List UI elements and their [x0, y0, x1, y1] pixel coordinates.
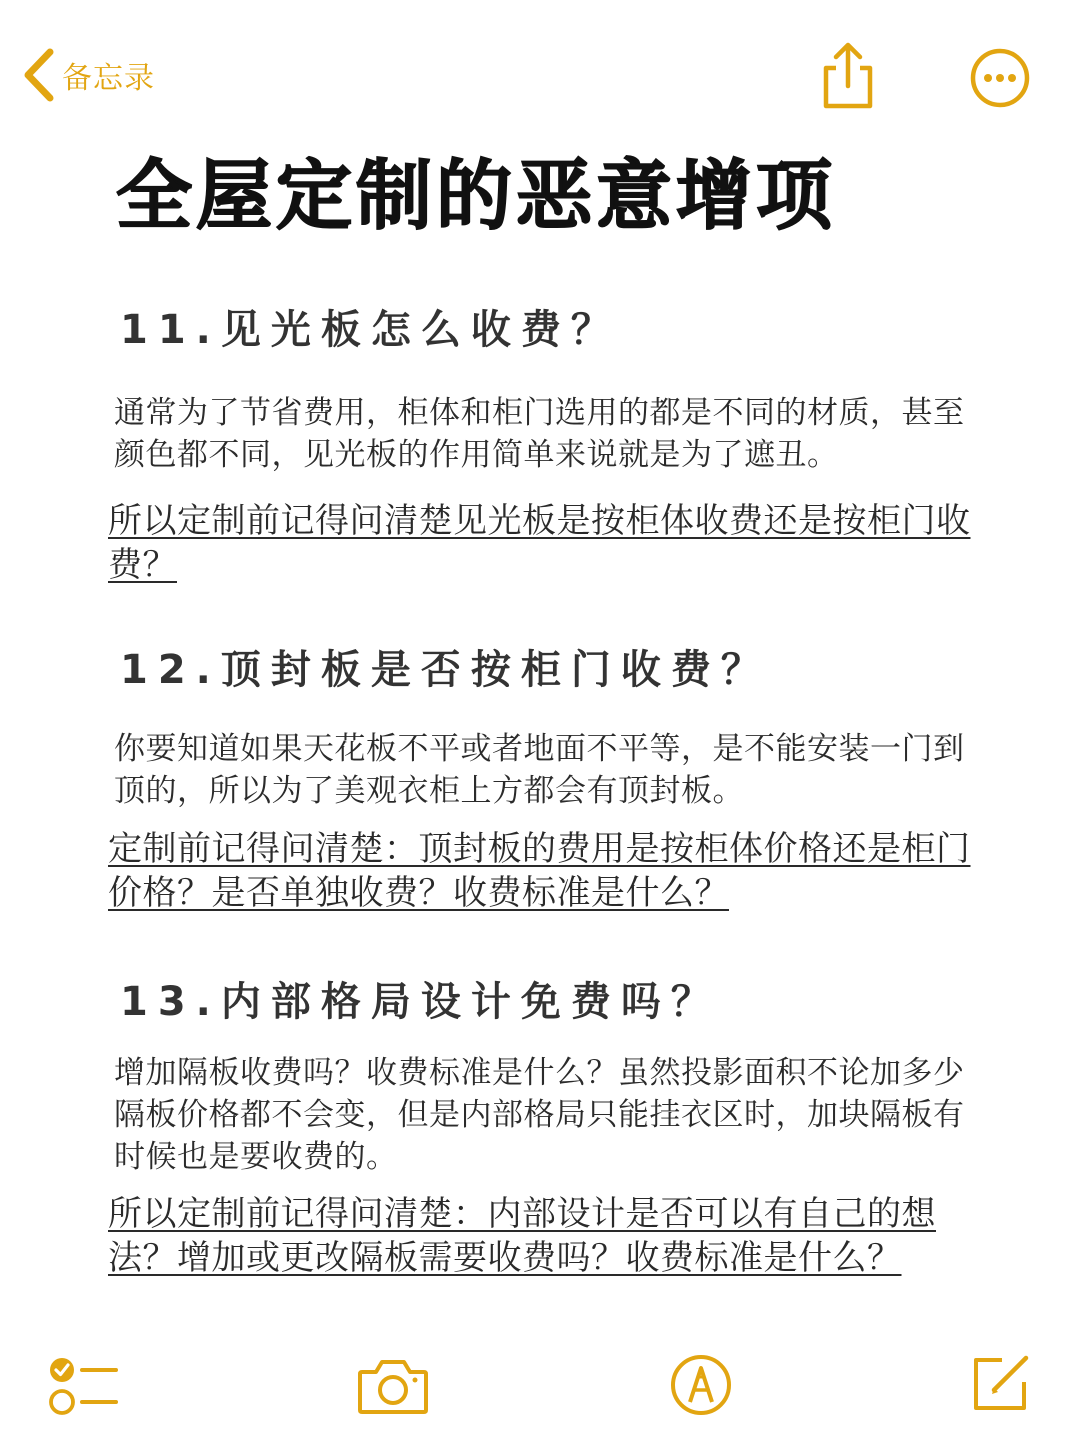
- section-paragraph: 通常为了节省费用，柜体和柜门选用的都是不同的材质，甚至颜色都不同，见光板的作用简单来说就是为了遮丑。: [114, 395, 965, 473]
- camera-button[interactable]: [356, 1356, 430, 1420]
- section-heading: 13.内部格局设计免费吗？: [120, 979, 721, 1025]
- section-heading: 11.见光板怎么收费？: [120, 307, 621, 353]
- share-button[interactable]: [818, 40, 878, 112]
- top-navigation-bar: [0, 0, 1080, 130]
- section-note: 所以定制前记得问清楚见光板是按柜体收费还是按柜门收费？: [108, 501, 971, 585]
- checklist-button[interactable]: [48, 1354, 120, 1422]
- compose-icon: [968, 1350, 1034, 1416]
- more-options-button[interactable]: [970, 48, 1030, 108]
- back-button[interactable]: [22, 48, 155, 102]
- share-icon: [818, 40, 878, 112]
- chevron-left-icon: [22, 48, 56, 102]
- markup-pen-icon: [668, 1352, 734, 1418]
- compose-button[interactable]: [968, 1350, 1034, 1420]
- back-label: 备忘录: [62, 61, 155, 96]
- bottom-toolbar: [0, 1340, 1080, 1440]
- more-icon: [970, 48, 1030, 108]
- checklist-icon: [48, 1354, 120, 1418]
- note-title: 全屋定制的恶意增项: [116, 151, 836, 240]
- section-heading: 12.顶封板是否按柜门收费？: [120, 647, 771, 693]
- section-note: 所以定制前记得问清楚：内部设计是否可以有自己的想法？增加或更改隔板需要收费吗？收费标准是什么？: [108, 1194, 936, 1278]
- section-paragraph: 你要知道如果天花板不平或者地面不平等，是不能安装一门到顶的，所以为了美观衣柜上方都会有顶封板。: [114, 731, 965, 809]
- markup-button[interactable]: [668, 1352, 734, 1422]
- section-note: 定制前记得问清楚：顶封板的费用是按柜体价格还是柜门价格？是否单独收费？收费标准是什么？: [108, 829, 971, 913]
- camera-icon: [356, 1356, 430, 1416]
- section-paragraph: 增加隔板收费吗？收费标准是什么？虽然投影面积不论加多少隔板价格都不会变，但是内部格局只能挂衣区时，加块隔板有时候也是要收费的。: [114, 1055, 965, 1175]
